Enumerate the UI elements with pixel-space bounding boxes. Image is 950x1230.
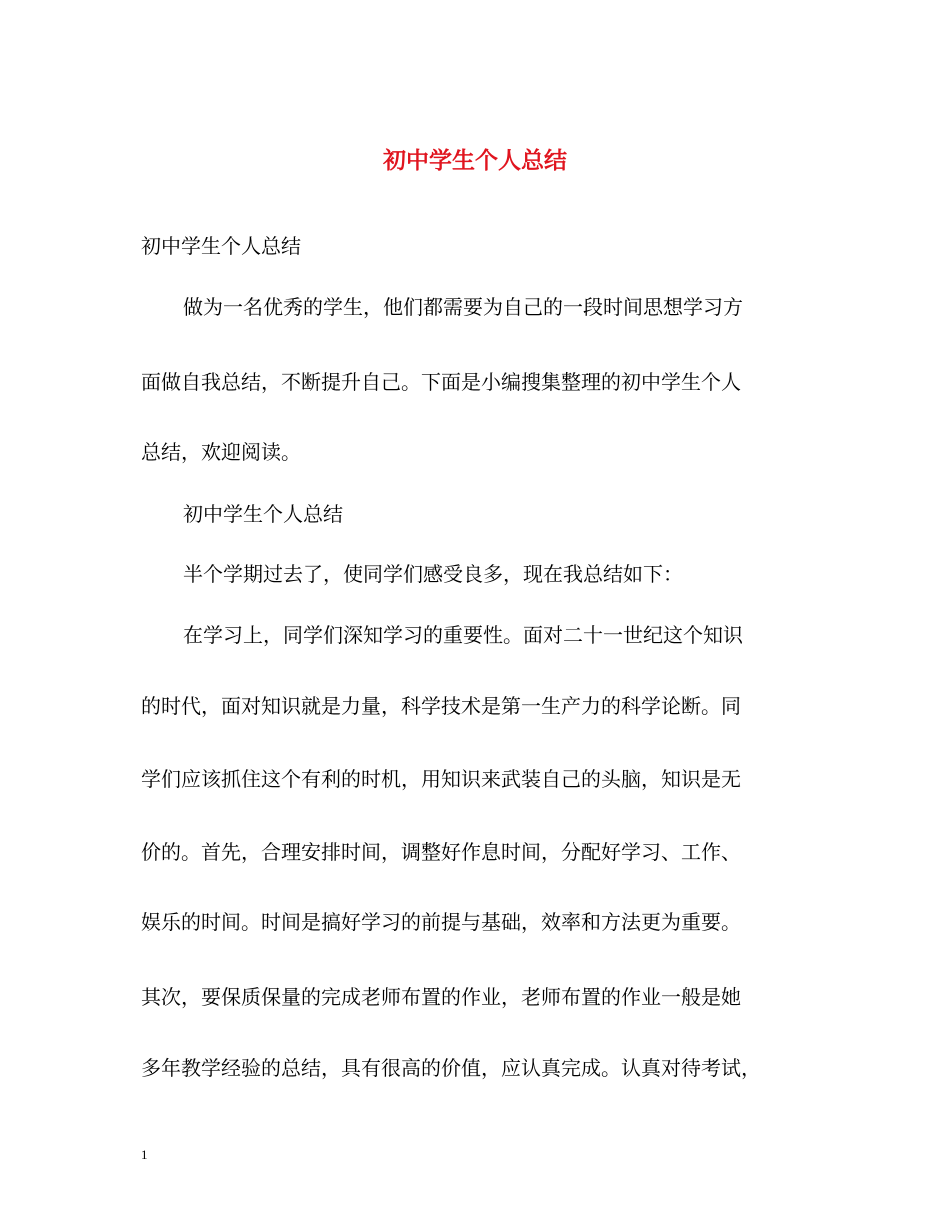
paragraph-line: 半个学期过去了，使同学们感受良多，现在我总结如下： [183, 562, 683, 586]
document-title: 初中学生个人总结 [383, 147, 567, 174]
paragraph-line: 多年教学经验的总结，具有很高的价值，应认真完成。认真对待考试， [141, 1056, 761, 1080]
subsection-heading: 初中学生个人总结 [183, 502, 343, 526]
paragraph-line: 总结，欢迎阅读。 [141, 440, 301, 464]
paragraph-line: 其次，要保质保量的完成老师布置的作业，老师布置的作业一般是她 [141, 985, 741, 1009]
paragraph-line: 价的。首先，合理安排时间，调整好作息时间，分配好学习、工作、 [141, 840, 741, 864]
paragraph-line: 在学习上，同学们深知学习的重要性。面对二十一世纪这个知识 [183, 623, 743, 647]
paragraph-line: 的时代，面对知识就是力量，科学技术是第一生产力的科学论断。同 [141, 694, 741, 718]
paragraph-line: 学们应该抓住这个有利的时机，用知识来武装自己的头脑，知识是无 [141, 767, 741, 791]
paragraph-line: 娱乐的时间。时间是搞好学习的前提与基础，效率和方法更为重要。 [141, 910, 741, 934]
paragraph-line: 做为一名优秀的学生，他们都需要为自己的一段时间思想学习方 [183, 295, 743, 319]
section-heading: 初中学生个人总结 [141, 234, 301, 258]
page-number: 1 [141, 1147, 148, 1162]
paragraph-line: 面做自我总结，不断提升自己。下面是小编搜集整理的初中学生个人 [141, 370, 741, 394]
